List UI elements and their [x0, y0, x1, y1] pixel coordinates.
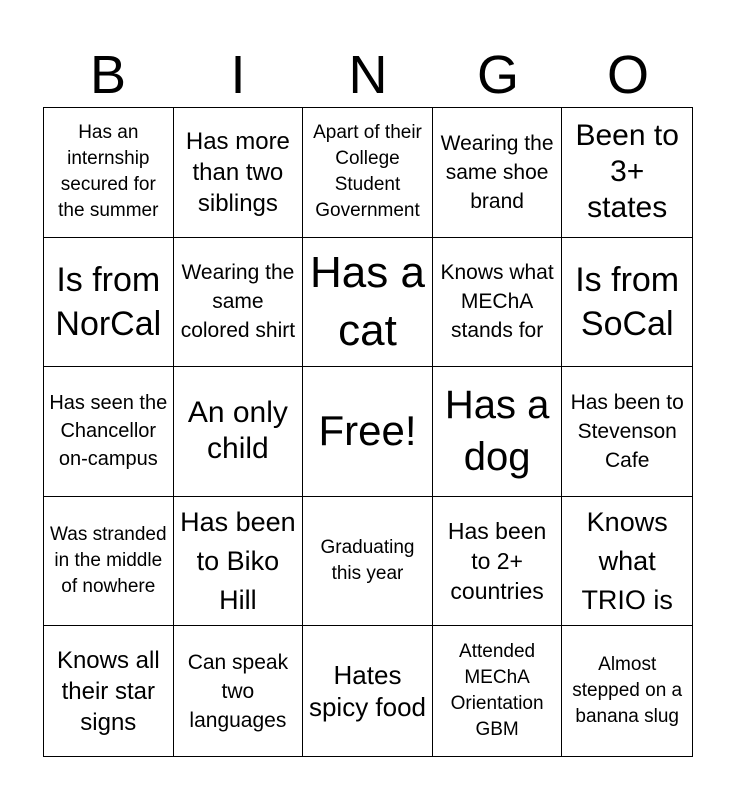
bingo-cell[interactable] [562, 626, 692, 756]
header-letter-o: O [606, 45, 649, 105]
cell-label: Has a cat [310, 247, 425, 355]
header-letter-g: G [476, 45, 519, 105]
bingo-cell[interactable] [562, 367, 692, 497]
cell-label: Been to 3+ states [575, 119, 679, 225]
cell-label: Knows what MEChA stands for [440, 261, 554, 343]
bingo-cell[interactable] [174, 626, 304, 756]
bingo-cell[interactable] [44, 497, 174, 627]
cell-label: An only child [187, 396, 288, 466]
bingo-cell[interactable] [174, 108, 304, 238]
bingo-cell[interactable] [174, 497, 304, 627]
cell-label: Has seen the Chancellor on-campus [49, 392, 168, 471]
bingo-cell[interactable] [433, 108, 563, 238]
bingo-cell[interactable] [303, 367, 433, 497]
bingo-header [43, 44, 693, 106]
bingo-card [43, 107, 693, 757]
cell-label: Has been to 2+ countries [447, 518, 547, 605]
cell-label: Wearing the same shoe brand [440, 131, 554, 213]
bingo-cell[interactable] [433, 367, 563, 497]
cell-label: Free! [318, 407, 417, 455]
cell-label: Has more than two siblings [185, 127, 290, 217]
cell-label: Has been to Biko Hill [180, 506, 296, 615]
cell-label: Is from NorCal [55, 260, 162, 343]
bingo-cell[interactable] [303, 108, 433, 238]
cell-label: Knows all their star signs [56, 646, 160, 736]
bingo-cell[interactable] [433, 238, 563, 368]
cell-label: Wearing the same colored shirt [180, 261, 296, 343]
cell-label: Hates spicy food [308, 660, 427, 723]
bingo-cell[interactable] [562, 497, 692, 627]
bingo-cell[interactable] [174, 238, 304, 368]
bingo-cell[interactable] [44, 238, 174, 368]
bingo-cell[interactable] [44, 626, 174, 756]
bingo-cell[interactable] [433, 497, 563, 627]
bingo-cell[interactable] [44, 108, 174, 238]
header-letter-b: B [89, 45, 127, 105]
header-letter-n: N [348, 45, 388, 105]
bingo-cell[interactable] [562, 238, 692, 368]
cell-label: Has been to Stevenson Cafe [570, 390, 684, 472]
bingo-cell[interactable] [433, 626, 563, 756]
cell-label: Can speak two languages [187, 650, 289, 732]
cell-label: Was stranded in the middle of nowhere [50, 524, 167, 598]
cell-label: Is from SoCal [575, 260, 680, 343]
cell-label: Graduating this year [320, 537, 415, 585]
cell-label: Almost stepped on a banana slug [572, 654, 683, 728]
cell-label: Knows what TRIO is [581, 506, 673, 615]
bingo-cell[interactable] [44, 367, 174, 497]
bingo-cell[interactable] [174, 367, 304, 497]
cell-label: Attended MEChA Orientation GBM [450, 641, 544, 741]
cell-label: Has a dog [444, 383, 550, 480]
bingo-cell[interactable] [303, 497, 433, 627]
bingo-cell[interactable] [303, 626, 433, 756]
bingo-cell[interactable] [562, 108, 692, 238]
cell-label: Has an internship secured for the summer [58, 122, 159, 222]
header-letter-i: I [230, 45, 246, 105]
cell-label: Apart of their College Student Government [313, 122, 422, 222]
bingo-cell[interactable] [303, 238, 433, 368]
